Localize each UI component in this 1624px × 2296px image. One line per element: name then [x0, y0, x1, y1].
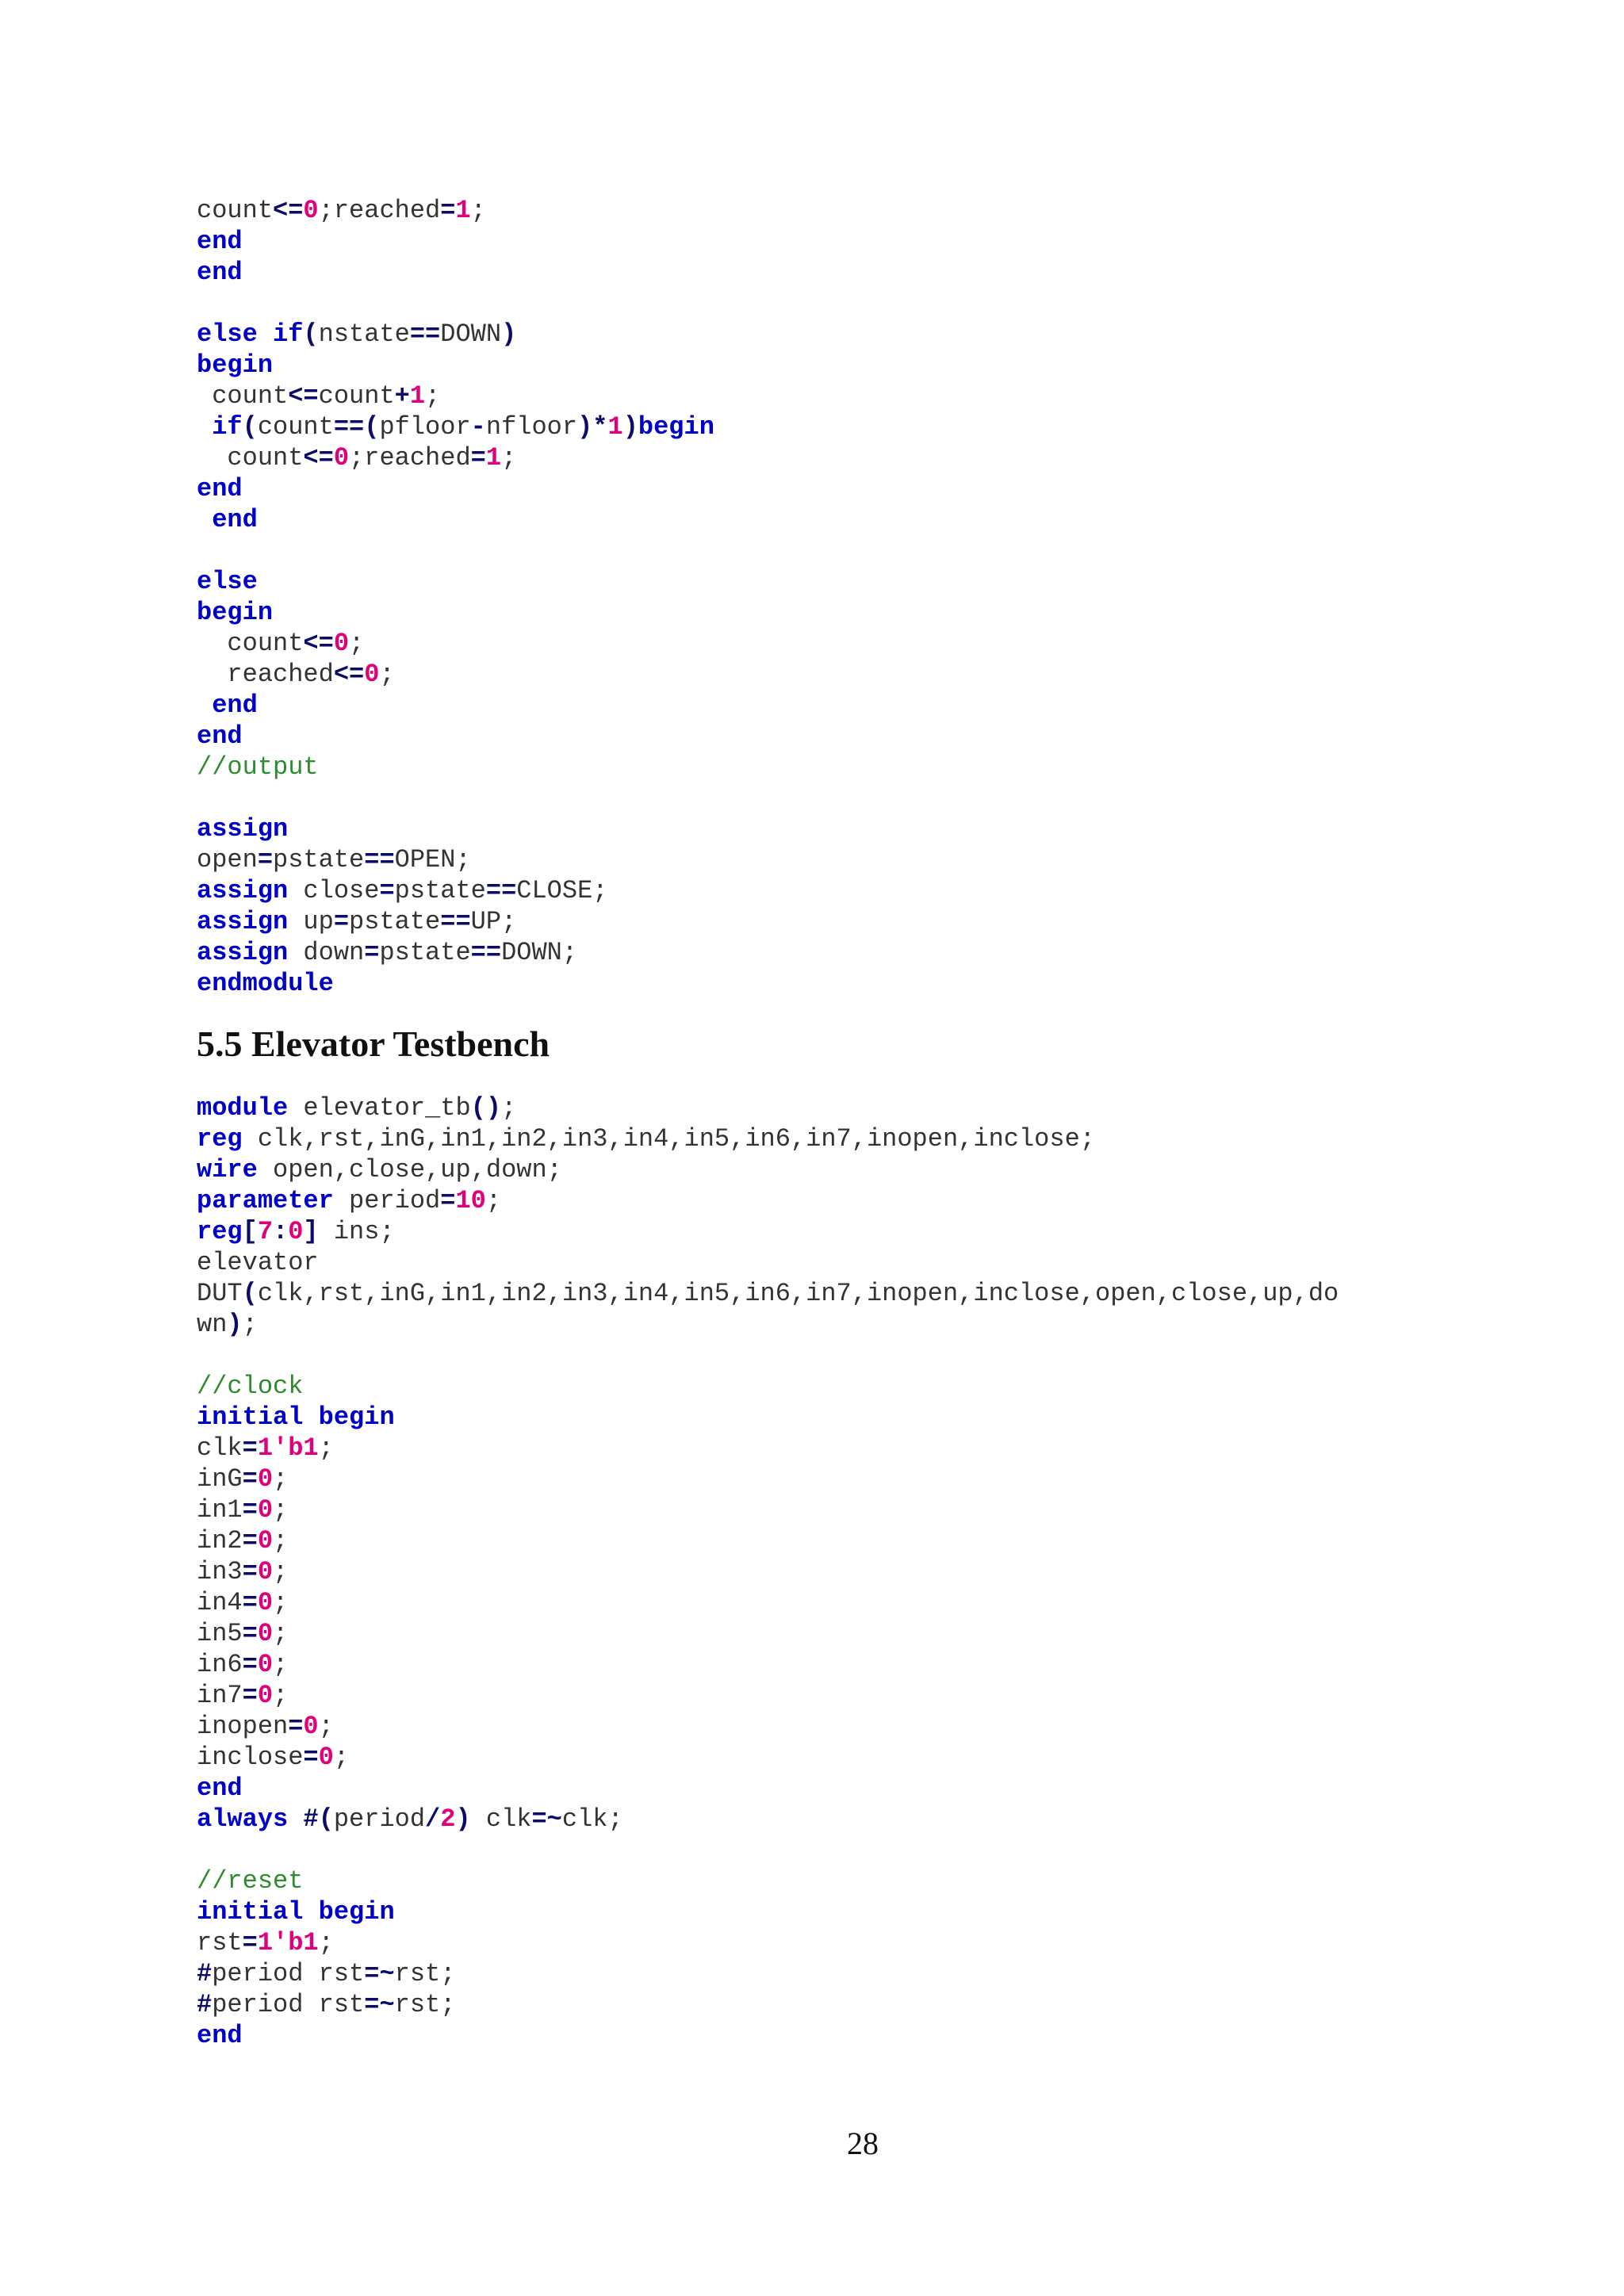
operator-token: =: [242, 1433, 258, 1463]
identifier-token: ;: [333, 1743, 350, 1772]
operator-token: =: [288, 1712, 304, 1741]
code-line: [197, 1340, 1339, 1371]
identifier-token: ;: [501, 1093, 517, 1123]
identifier-token: in4: [197, 1588, 243, 1617]
number-token: 0: [303, 196, 319, 225]
code-line: [197, 1649, 1339, 1680]
number-token: 0: [257, 1588, 274, 1617]
keyword-token: initial begin: [197, 1402, 395, 1432]
number-token: 0: [257, 1681, 274, 1710]
keyword-token: begin: [197, 598, 274, 627]
number-token: 0: [257, 1464, 274, 1494]
code-block-testbench: [197, 1093, 1339, 2051]
identifier-token: rst;: [394, 1990, 456, 2019]
keyword-token: if: [212, 412, 243, 442]
code-line: [197, 1525, 1339, 1556]
operator-token: /: [425, 1804, 441, 1834]
identifier-token: ;: [470, 196, 486, 225]
code-line: [197, 1773, 1339, 1804]
operator-token: <=: [303, 629, 334, 658]
keyword-token: assign: [197, 876, 289, 905]
identifier-token: ins;: [318, 1217, 395, 1246]
keyword-token: parameter: [197, 1186, 334, 1215]
operator-token: =~: [364, 1959, 395, 1988]
operator-token: (: [364, 412, 380, 442]
number-token: 1: [607, 412, 623, 442]
identifier-token: clk,rst,inG,in1,in2,in3,in4,in5,in6,in7,inopen,inclose,open,close,up,do: [257, 1279, 1339, 1308]
identifier-token: count: [318, 381, 395, 411]
code-line: [197, 1958, 1339, 1989]
number-token: 2: [440, 1804, 456, 1834]
keyword-token: end: [197, 474, 243, 503]
identifier-token: ;: [273, 1650, 289, 1679]
operator-token: #(: [303, 1804, 334, 1834]
identifier-token: up: [288, 907, 334, 936]
code-line: [197, 288, 714, 319]
identifier-token: ;: [273, 1619, 289, 1648]
identifier-token: ;: [318, 1712, 334, 1741]
number-token: 7: [257, 1217, 274, 1246]
identifier-token: pstate: [273, 845, 365, 874]
number-token: 0: [303, 1712, 319, 1741]
operator-token: =: [242, 1557, 258, 1586]
identifier-token: pstate: [349, 907, 441, 936]
operator-token: *: [592, 412, 608, 442]
comment-token: //clock: [197, 1372, 304, 1401]
code-line: [197, 1494, 1339, 1525]
identifier-token: ;: [425, 381, 441, 411]
keyword-token: end: [197, 721, 243, 751]
identifier-token: ;: [485, 1186, 502, 1215]
code-line: [197, 473, 714, 504]
code-line: [197, 813, 714, 844]
keyword-token: end: [212, 691, 258, 720]
identifier-token: in3: [197, 1557, 243, 1586]
code-line: [197, 2020, 1339, 2051]
number-token: 0: [257, 1526, 274, 1556]
operator-token: (: [303, 320, 319, 349]
code-line: [197, 1927, 1339, 1958]
operator-token: =: [242, 1681, 258, 1710]
code-line: [197, 1618, 1339, 1649]
identifier-token: count: [197, 196, 274, 225]
code-line: [197, 844, 714, 875]
operator-token: =: [303, 1743, 319, 1772]
keyword-token: end: [197, 2021, 243, 2050]
operator-token: ==: [364, 845, 395, 874]
identifier-token: DOWN: [440, 320, 502, 349]
operator-token: <=: [303, 443, 334, 473]
identifier-token: inG: [197, 1464, 243, 1494]
operator-token: ): [501, 320, 517, 349]
operator-token: =: [440, 1186, 456, 1215]
operator-token: ==: [333, 412, 365, 442]
section-heading: 5.5 Elevator Testbench: [197, 1024, 550, 1064]
identifier-token: count: [197, 629, 304, 658]
identifier-token: period: [333, 1804, 426, 1834]
identifier-token: count: [197, 381, 289, 411]
operator-token: (: [242, 1279, 258, 1308]
comment-token: //reset: [197, 1866, 304, 1896]
keyword-token: assign: [197, 907, 289, 936]
code-line: [197, 257, 714, 288]
keyword-token: reg: [197, 1124, 243, 1154]
keyword-token: module: [197, 1093, 289, 1123]
identifier-token: ;: [349, 629, 365, 658]
identifier-token: clk,rst,inG,in1,in2,in3,in4,in5,in6,in7,inopen,inclose;: [242, 1124, 1095, 1154]
identifier-token: ;reached: [349, 443, 471, 473]
operator-token: =: [242, 1464, 258, 1494]
identifier-token: in5: [197, 1619, 243, 1648]
keyword-token: assign: [197, 938, 289, 967]
identifier-token: CLOSE;: [516, 876, 608, 905]
operator-token: ]: [303, 1217, 319, 1246]
number-token: 0: [318, 1743, 334, 1772]
keyword-token: initial begin: [197, 1897, 395, 1927]
code-line: [197, 906, 714, 937]
code-line: [197, 1371, 1339, 1402]
identifier-token: elevator: [197, 1248, 319, 1277]
keyword-token: end: [197, 258, 243, 287]
code-line: [197, 350, 714, 381]
keyword-token: else if: [197, 320, 304, 349]
identifier-token: ;: [379, 660, 395, 689]
number-token: 1: [455, 196, 471, 225]
identifier-token: pstate: [394, 876, 486, 905]
code-line: [197, 659, 714, 690]
number-token: 0: [257, 1619, 274, 1648]
identifier-token: close: [288, 876, 380, 905]
code-line: [197, 1835, 1339, 1866]
operator-token: =: [242, 1526, 258, 1556]
identifier-token: ;: [273, 1557, 289, 1586]
identifier-token: ;: [318, 1928, 334, 1957]
operator-token: =~: [364, 1990, 395, 2019]
identifier-token: ;: [273, 1495, 289, 1525]
code-line: [197, 1989, 1339, 2020]
code-line: [197, 566, 714, 597]
identifier-token: ;: [273, 1588, 289, 1617]
code-line: [197, 1123, 1339, 1154]
code-line: [197, 1680, 1339, 1711]
code-line: [197, 752, 714, 783]
identifier-token: rst;: [394, 1959, 456, 1988]
operator-token: ): [577, 412, 593, 442]
code-line: [197, 504, 714, 535]
keyword-token: end: [197, 227, 243, 256]
operator-token: =: [242, 1928, 258, 1957]
operator-token: ): [227, 1310, 243, 1339]
operator-token: #: [197, 1959, 213, 1988]
identifier-token: ;reached: [318, 196, 441, 225]
keyword-token: end: [212, 505, 258, 534]
operator-token: <=: [288, 381, 319, 411]
number-token: 1: [485, 443, 502, 473]
keyword-token: begin: [197, 350, 274, 380]
operator-token: -: [470, 412, 486, 442]
number-token: 0: [257, 1650, 274, 1679]
operator-token: :: [273, 1217, 289, 1246]
identifier-token: count: [197, 443, 304, 473]
code-line: [197, 690, 714, 721]
code-line: [197, 1433, 1339, 1464]
identifier-token: open,close,up,down;: [257, 1155, 562, 1184]
code-line: [197, 1464, 1339, 1494]
identifier-token: pstate: [379, 938, 471, 967]
code-line: [197, 195, 714, 226]
number-token: 0: [333, 443, 350, 473]
identifier-token: DOWN;: [501, 938, 578, 967]
operator-token: (: [242, 412, 258, 442]
operator-token: =: [333, 907, 350, 936]
operator-token: <=: [273, 196, 304, 225]
operator-token: =: [379, 876, 395, 905]
identifier-token: clk;: [561, 1804, 623, 1834]
keyword-token: reg: [197, 1217, 243, 1246]
operator-token: =: [470, 443, 486, 473]
identifier-token: in2: [197, 1526, 243, 1556]
identifier-token: [288, 1804, 303, 1834]
identifier-token: period: [333, 1186, 441, 1215]
identifier-token: UP;: [470, 907, 517, 936]
code-line: [197, 1402, 1339, 1433]
identifier-token: [197, 691, 212, 720]
identifier-token: inopen: [197, 1712, 289, 1741]
operator-token: ): [455, 1804, 471, 1834]
identifier-token: ;: [273, 1464, 289, 1494]
identifier-token: rst: [197, 1928, 243, 1957]
identifier-token: in6: [197, 1650, 243, 1679]
number-token: 0: [257, 1557, 274, 1586]
operator-token: #: [197, 1990, 213, 2019]
identifier-token: OPEN;: [394, 845, 471, 874]
operator-token: =: [242, 1588, 258, 1617]
identifier-token: down: [288, 938, 365, 967]
code-line: [197, 875, 714, 906]
code-line: [197, 1216, 1339, 1247]
identifier-token: elevator_tb: [288, 1093, 471, 1123]
code-line: [197, 1804, 1339, 1835]
operator-token: =: [242, 1495, 258, 1525]
number-token: 1: [409, 381, 426, 411]
identifier-token: period rst: [212, 1959, 365, 1988]
identifier-token: clk: [470, 1804, 532, 1834]
identifier-token: reached: [197, 660, 334, 689]
code-line: [197, 1711, 1339, 1742]
code-line: [197, 1309, 1339, 1340]
operator-token: =~: [531, 1804, 562, 1834]
keyword-token: endmodule: [197, 969, 334, 998]
code-line: [197, 1247, 1339, 1278]
page-number: 28: [847, 2126, 879, 2161]
code-line: [197, 1278, 1339, 1309]
number-token: 0: [257, 1495, 274, 1525]
comment-token: //output: [197, 752, 319, 782]
keyword-token: else: [197, 567, 258, 596]
identifier-token: ;: [242, 1310, 258, 1339]
operator-token: [: [242, 1217, 258, 1246]
identifier-token: [197, 412, 212, 442]
operator-token: ==: [470, 938, 502, 967]
operator-token: ==: [485, 876, 517, 905]
operator-token: ): [622, 412, 638, 442]
code-line: [197, 1093, 1339, 1123]
identifier-token: ;: [273, 1681, 289, 1710]
code-line: [197, 226, 714, 257]
keyword-token: wire: [197, 1155, 258, 1184]
operator-token: +: [394, 381, 410, 411]
operator-token: <=: [333, 660, 365, 689]
number-token: 1'b1: [257, 1928, 319, 1957]
identifier-token: period rst: [212, 1990, 365, 2019]
code-line: [197, 1185, 1339, 1216]
identifier-token: ;: [501, 443, 517, 473]
identifier-token: wn: [197, 1310, 228, 1339]
code-block-verilog-module-end: [197, 195, 714, 999]
code-line: [197, 411, 714, 442]
identifier-token: nfloor: [485, 412, 578, 442]
identifier-token: DUT: [197, 1279, 243, 1308]
code-line: [197, 1587, 1339, 1618]
operator-token: =: [364, 938, 380, 967]
identifier-token: ;: [273, 1526, 289, 1556]
number-token: 0: [364, 660, 380, 689]
code-line: [197, 721, 714, 752]
identifier-token: clk: [197, 1433, 243, 1463]
code-line: [197, 628, 714, 659]
keyword-token: begin: [638, 412, 714, 442]
code-line: [197, 937, 714, 968]
identifier-token: nstate: [318, 320, 410, 349]
operator-token: (): [470, 1093, 502, 1123]
identifier-token: count: [257, 412, 334, 442]
number-token: 0: [333, 629, 350, 658]
keyword-token: always: [197, 1804, 289, 1834]
code-line: [197, 1556, 1339, 1587]
identifier-token: [197, 505, 212, 534]
operator-token: =: [257, 845, 274, 874]
operator-token: =: [242, 1619, 258, 1648]
code-line: [197, 319, 714, 350]
code-line: [197, 1154, 1339, 1185]
identifier-token: inclose: [197, 1743, 304, 1772]
code-line: [197, 1742, 1339, 1773]
identifier-token: pfloor: [379, 412, 471, 442]
operator-token: =: [242, 1650, 258, 1679]
operator-token: ==: [440, 907, 471, 936]
number-token: 1'b1: [257, 1433, 319, 1463]
keyword-token: end: [197, 1774, 243, 1803]
identifier-token: open: [197, 845, 258, 874]
code-line: [197, 442, 714, 473]
code-line: [197, 783, 714, 813]
keyword-token: assign: [197, 814, 289, 844]
identifier-token: in1: [197, 1495, 243, 1525]
operator-token: ==: [409, 320, 441, 349]
code-line: [197, 597, 714, 628]
identifier-token: in7: [197, 1681, 243, 1710]
operator-token: =: [440, 196, 456, 225]
identifier-token: ;: [318, 1433, 334, 1463]
number-token: 0: [288, 1217, 304, 1246]
code-line: [197, 1896, 1339, 1927]
code-line: [197, 1866, 1339, 1896]
number-token: 10: [455, 1186, 486, 1215]
code-line: [197, 968, 714, 999]
code-line: [197, 535, 714, 566]
code-line: [197, 381, 714, 411]
